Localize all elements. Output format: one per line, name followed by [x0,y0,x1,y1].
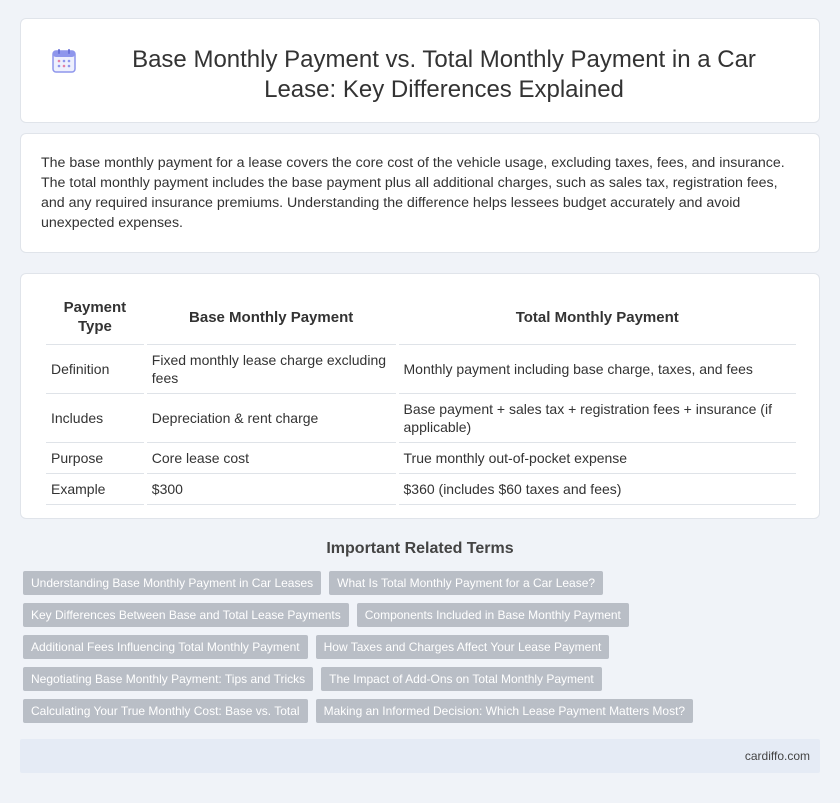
footer-site-link[interactable]: cardiffo.com [744,749,810,763]
title-wrap [21,19,819,105]
related-term-tag[interactable]: Components Included in Base Monthly Payment [357,603,629,627]
table-cell: $300 [147,474,396,505]
related-term-tag[interactable]: What Is Total Monthly Payment for a Car Lease? [329,571,603,595]
comparison-table [43,298,799,505]
table-row [46,474,796,505]
table-header-base: Base Monthly Payment [147,298,396,345]
table-cell: Base payment + sales tax + registration fees + insurance (if applicable) [399,394,797,443]
table-cell: Depreciation & rent charge [147,394,396,443]
table-cell: Monthly payment including base charge, taxes, and fees [399,345,797,394]
table-header-row [46,298,796,345]
calendar-icon [51,48,77,74]
table-row [46,443,796,474]
table-cell: Includes [46,394,144,443]
related-term-tag[interactable]: Calculating Your True Monthly Cost: Base vs. Total [23,699,308,723]
table-header-total: Total Monthly Payment [399,298,797,345]
footer [20,739,820,773]
table-cell: Core lease cost [147,443,396,474]
table-cell: True monthly out-of-pocket expense [399,443,797,474]
related-terms-list [23,571,823,723]
related-term-tag[interactable]: Understanding Base Monthly Payment in Car Leases [23,571,321,595]
table-cell: Definition [46,345,144,394]
related-term-tag[interactable]: Key Differences Between Base and Total Lease Payments [23,603,349,627]
intro-card [20,133,820,253]
table-cell: Purpose [46,443,144,474]
related-term-tag[interactable]: How Taxes and Charges Affect Your Lease Payment [316,635,610,659]
related-term-tag[interactable]: Additional Fees Influencing Total Monthly Payment [23,635,308,659]
table-cell: Example [46,474,144,505]
related-term-tag[interactable]: Negotiating Base Monthly Payment: Tips and Tricks [23,667,313,691]
table-row [46,394,796,443]
table-cell: $360 (includes $60 taxes and fees) [399,474,797,505]
table-row [46,345,796,394]
related-term-tag[interactable]: The Impact of Add-Ons on Total Monthly Payment [321,667,602,691]
table-cell: Fixed monthly lease charge excluding fees [147,345,396,394]
page-title: Base Monthly Payment vs. Total Monthly Payment in a Car Lease: Key Differences Explained [132,46,756,103]
header-card [20,18,820,123]
related-terms-title: Important Related Terms [326,540,514,557]
related-term-tag[interactable]: Making an Informed Decision: Which Lease Payment Matters Most? [316,699,694,723]
table-header-payment-type: Payment Type [46,298,144,345]
intro-paragraph: The base monthly payment for a lease covers the core cost of the vehicle usage, excluding taxes, fees, and insurance. The total monthly payment includes the base payment plus all additional charges, such as sales tax, registration fees, and any required insurance premiums. Understanding the difference helps lessees budget accurately and avoid unexpected expenses. [41,155,785,231]
comparison-table-card [20,273,820,519]
